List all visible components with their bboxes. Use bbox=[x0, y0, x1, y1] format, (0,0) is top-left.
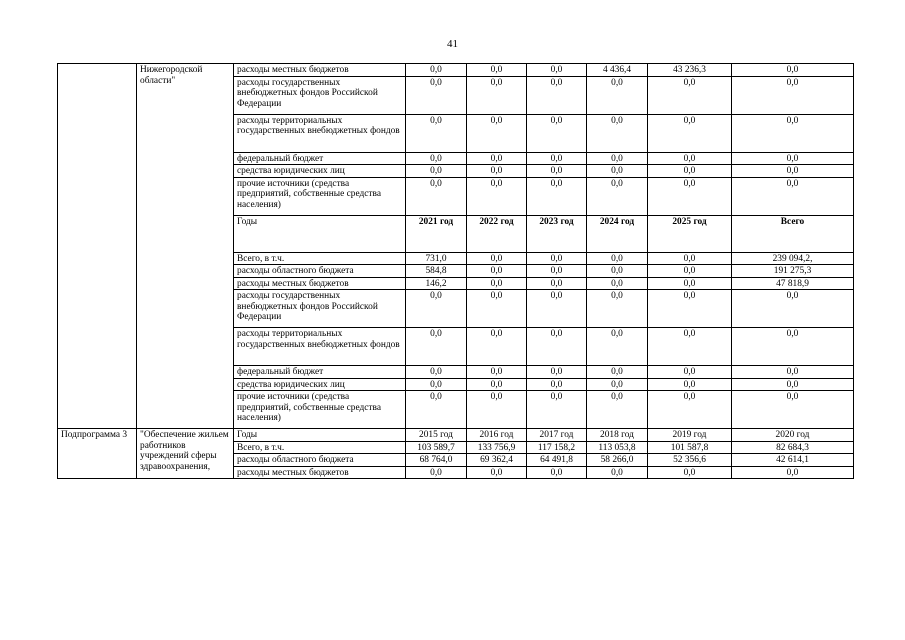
value-cell: 0,0 bbox=[406, 76, 467, 114]
value-cell: 2016 год bbox=[467, 429, 527, 442]
value-cell: 0,0 bbox=[467, 114, 527, 152]
value-cell: 0,0 bbox=[648, 466, 732, 479]
value-cell: 0,0 bbox=[732, 366, 854, 379]
value-cell: 0,0 bbox=[732, 64, 854, 77]
row-label: Годы bbox=[234, 429, 406, 442]
subprogram-name-cell: "Обеспечение жильем работников учреждений сферы здравоохранения, bbox=[137, 429, 234, 479]
value-cell: 0,0 bbox=[587, 265, 648, 278]
row-label: расходы территориальных государственных внебюджетных фондов bbox=[234, 328, 406, 366]
value-cell: 0,0 bbox=[648, 165, 732, 178]
value-cell: 0,0 bbox=[732, 391, 854, 429]
row-label: федеральный бюджет bbox=[234, 366, 406, 379]
value-cell: 0,0 bbox=[648, 290, 732, 328]
value-cell: 2023 год bbox=[527, 215, 587, 252]
value-cell: 239 094,2, bbox=[732, 252, 854, 265]
program-cell bbox=[58, 64, 137, 429]
value-cell: 0,0 bbox=[587, 252, 648, 265]
value-cell: 0,0 bbox=[587, 366, 648, 379]
value-cell: 0,0 bbox=[587, 177, 648, 215]
value-cell: 0,0 bbox=[406, 391, 467, 429]
value-cell: 0,0 bbox=[467, 252, 527, 265]
value-cell: 0,0 bbox=[732, 177, 854, 215]
table-row bbox=[58, 64, 854, 77]
value-cell: 0,0 bbox=[648, 378, 732, 391]
row-label: расходы местных бюджетов bbox=[234, 277, 406, 290]
value-cell: 0,0 bbox=[406, 165, 467, 178]
value-cell: 0,0 bbox=[467, 265, 527, 278]
value-cell: 2019 год bbox=[648, 429, 732, 442]
value-cell: 4 436,4 bbox=[587, 64, 648, 77]
value-cell: 2022 год bbox=[467, 215, 527, 252]
value-cell: 0,0 bbox=[527, 328, 587, 366]
value-cell: 0,0 bbox=[467, 165, 527, 178]
value-cell: 0,0 bbox=[527, 152, 587, 165]
value-cell: 0,0 bbox=[648, 366, 732, 379]
value-cell: 133 756,9 bbox=[467, 441, 527, 454]
value-cell: 0,0 bbox=[732, 378, 854, 391]
value-cell: 64 491,8 bbox=[527, 454, 587, 467]
value-cell: 113 053,8 bbox=[587, 441, 648, 454]
value-cell: 0,0 bbox=[648, 328, 732, 366]
value-cell: 0,0 bbox=[587, 391, 648, 429]
value-cell: 0,0 bbox=[527, 114, 587, 152]
value-cell: 2020 год bbox=[732, 429, 854, 442]
value-cell: 0,0 bbox=[587, 152, 648, 165]
value-cell: 0,0 bbox=[732, 328, 854, 366]
value-cell: 0,0 bbox=[732, 76, 854, 114]
value-cell: 0,0 bbox=[527, 265, 587, 278]
value-cell: 0,0 bbox=[527, 290, 587, 328]
value-cell: 0,0 bbox=[732, 152, 854, 165]
value-cell: 0,0 bbox=[587, 290, 648, 328]
value-cell: 0,0 bbox=[467, 152, 527, 165]
value-cell: 584,8 bbox=[406, 265, 467, 278]
row-label: федеральный бюджет bbox=[234, 152, 406, 165]
value-cell: 0,0 bbox=[648, 177, 732, 215]
value-cell: 0,0 bbox=[587, 114, 648, 152]
subprogram-cell: Подпрограмма 3 bbox=[58, 429, 137, 479]
value-cell: 82 684,3 bbox=[732, 441, 854, 454]
value-cell: 0,0 bbox=[587, 466, 648, 479]
value-cell: 0,0 bbox=[527, 165, 587, 178]
value-cell: 0,0 bbox=[467, 366, 527, 379]
value-cell: 0,0 bbox=[467, 466, 527, 479]
value-cell: 0,0 bbox=[527, 391, 587, 429]
value-cell: 0,0 bbox=[648, 114, 732, 152]
value-cell: 0,0 bbox=[648, 252, 732, 265]
value-cell: 0,0 bbox=[527, 76, 587, 114]
row-label: прочие источники (средства предприятий, собственные средства населения) bbox=[234, 391, 406, 429]
value-cell: 52 356,6 bbox=[648, 454, 732, 467]
value-cell: 0,0 bbox=[527, 64, 587, 77]
value-cell: 2021 год bbox=[406, 215, 467, 252]
row-label: средства юридических лиц bbox=[234, 165, 406, 178]
value-cell: 191 275,3 bbox=[732, 265, 854, 278]
value-cell: 47 818,9 bbox=[732, 277, 854, 290]
value-cell: 0,0 bbox=[406, 366, 467, 379]
value-cell: 0,0 bbox=[732, 165, 854, 178]
page-number: 41 bbox=[447, 38, 458, 50]
value-cell: 101 587,8 bbox=[648, 441, 732, 454]
value-cell: 0,0 bbox=[587, 76, 648, 114]
value-cell: 0,0 bbox=[648, 277, 732, 290]
value-cell: 0,0 bbox=[467, 328, 527, 366]
value-cell: 0,0 bbox=[406, 466, 467, 479]
value-cell: 0,0 bbox=[587, 378, 648, 391]
value-cell: 0,0 bbox=[406, 114, 467, 152]
value-cell: 0,0 bbox=[527, 252, 587, 265]
value-cell: 58 266,0 bbox=[587, 454, 648, 467]
value-cell: 0,0 bbox=[587, 277, 648, 290]
budget-table bbox=[57, 63, 854, 479]
value-cell: 68 764,0 bbox=[406, 454, 467, 467]
value-cell: 2017 год bbox=[527, 429, 587, 442]
row-label: Всего, в т.ч. bbox=[234, 441, 406, 454]
row-label: расходы областного бюджета bbox=[234, 265, 406, 278]
value-cell: 0,0 bbox=[406, 177, 467, 215]
value-cell: Всего bbox=[732, 215, 854, 252]
value-cell: 0,0 bbox=[732, 466, 854, 479]
row-label: прочие источники (средства предприятий, собственные средства населения) bbox=[234, 177, 406, 215]
value-cell: 2015 год bbox=[406, 429, 467, 442]
row-label: расходы местных бюджетов bbox=[234, 64, 406, 77]
row-label: Всего, в т.ч. bbox=[234, 252, 406, 265]
value-cell: 0,0 bbox=[467, 277, 527, 290]
row-label: расходы территориальных государственных внебюджетных фондов bbox=[234, 114, 406, 152]
value-cell: 0,0 bbox=[527, 277, 587, 290]
program-name-cell: Нижегородской области" bbox=[137, 64, 234, 429]
value-cell: 0,0 bbox=[527, 177, 587, 215]
value-cell: 2024 год bbox=[587, 215, 648, 252]
value-cell: 0,0 bbox=[467, 76, 527, 114]
value-cell: 0,0 bbox=[587, 165, 648, 178]
value-cell: 69 362,4 bbox=[467, 454, 527, 467]
value-cell: 146,2 bbox=[406, 277, 467, 290]
value-cell: 0,0 bbox=[648, 76, 732, 114]
row-label: расходы областного бюджета bbox=[234, 454, 406, 467]
value-cell: 0,0 bbox=[587, 328, 648, 366]
value-cell: 0,0 bbox=[527, 366, 587, 379]
value-cell: 0,0 bbox=[467, 391, 527, 429]
value-cell: 0,0 bbox=[648, 391, 732, 429]
value-cell: 103 589,7 bbox=[406, 441, 467, 454]
value-cell: 0,0 bbox=[406, 328, 467, 366]
value-cell: 0,0 bbox=[732, 290, 854, 328]
value-cell: 0,0 bbox=[648, 152, 732, 165]
row-label: средства юридических лиц bbox=[234, 378, 406, 391]
value-cell: 0,0 bbox=[406, 152, 467, 165]
row-label: расходы местных бюджетов bbox=[234, 466, 406, 479]
value-cell: 0,0 bbox=[527, 378, 587, 391]
table-row bbox=[58, 429, 854, 442]
value-cell: 117 158,2 bbox=[527, 441, 587, 454]
value-cell: 0,0 bbox=[648, 265, 732, 278]
value-cell: 0,0 bbox=[467, 290, 527, 328]
row-label: расходы государственных внебюджетных фондов Российской Федерации bbox=[234, 290, 406, 328]
value-cell: 0,0 bbox=[406, 64, 467, 77]
value-cell: 0,0 bbox=[467, 378, 527, 391]
value-cell: 42 614,1 bbox=[732, 454, 854, 467]
value-cell: 0,0 bbox=[527, 466, 587, 479]
value-cell: 0,0 bbox=[406, 378, 467, 391]
value-cell: 0,0 bbox=[406, 290, 467, 328]
value-cell: 0,0 bbox=[732, 114, 854, 152]
row-label: расходы государственных внебюджетных фондов Российской Федерации bbox=[234, 76, 406, 114]
value-cell: 731,0 bbox=[406, 252, 467, 265]
value-cell: 43 236,3 bbox=[648, 64, 732, 77]
value-cell: 2025 год bbox=[648, 215, 732, 252]
row-label: Годы bbox=[234, 215, 406, 252]
value-cell: 2018 год bbox=[587, 429, 648, 442]
value-cell: 0,0 bbox=[467, 177, 527, 215]
value-cell: 0,0 bbox=[467, 64, 527, 77]
